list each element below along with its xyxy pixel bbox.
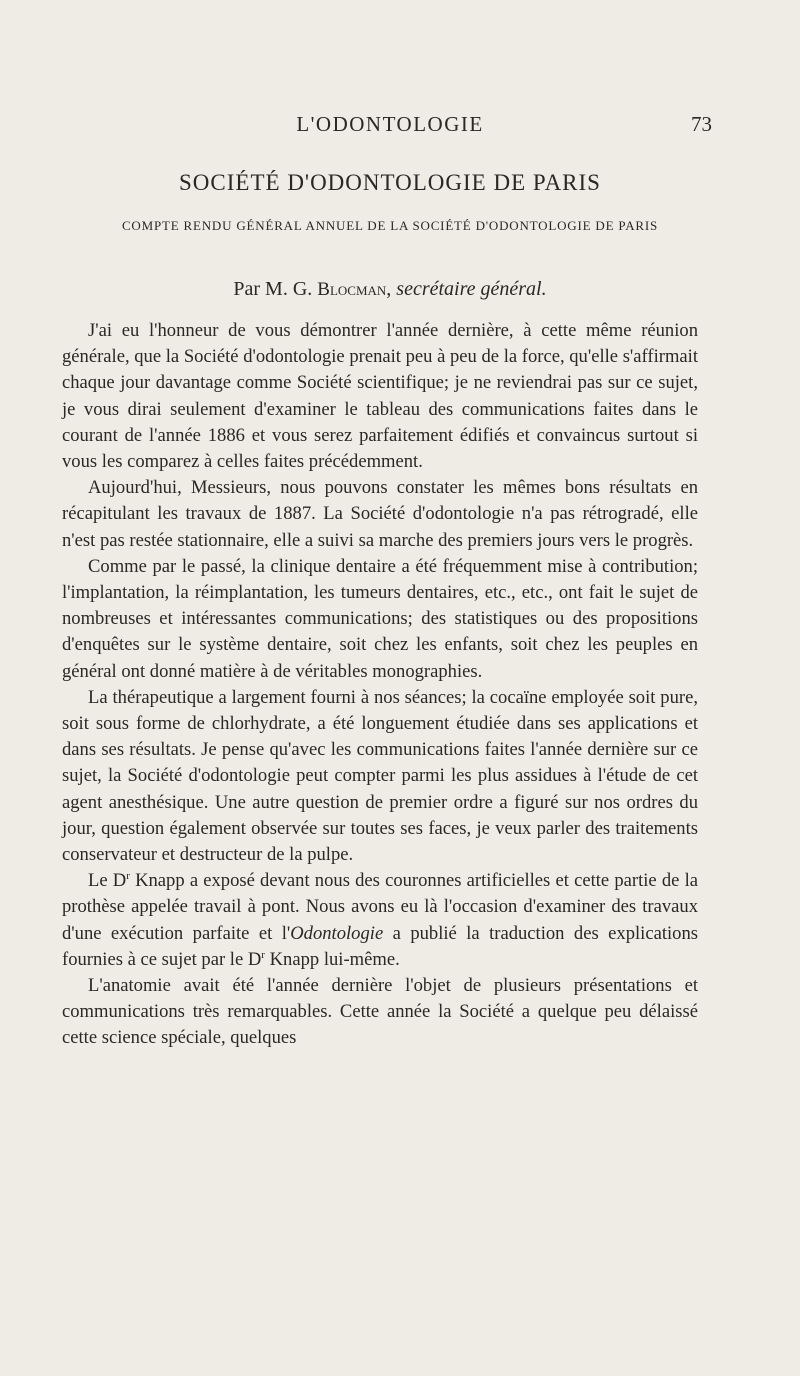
author-prefix: Par M. G. — [233, 278, 313, 300]
article-title: SOCIÉTÉ D'ODONTOLOGIE DE PARIS — [179, 170, 601, 195]
paragraph: L'anatomie avait été l'année dernière l'objet de plusieurs présentations et communications très remarquables. Cette année la Société a quelque peu délaissé cette science spéciale, quelques — [62, 975, 698, 1049]
page-header — [60, 112, 720, 142]
paragraph: Aujourd'hui, Messieurs, nous pouvons constater les mêmes bons résultats en récapitulant les travaux de 1887. La Société d'odontologie n'a pas rétrogradé, elle n'est pas restée stationnaire, elle a suivi sa marche des premiers jours vers le progrès. — [62, 477, 698, 551]
article-subtitle: COMPTE RENDU GÉNÉRAL ANNUEL DE LA SOCIÉTÉ D'ODONTOLOGIE DE PARIS — [121, 218, 659, 233]
superscript: r — [126, 870, 130, 883]
text-run: Knapp a exposé devant nous des couronnes artificielles et cette partie de la prothèse appelée travail à pont. Nous avons eu là l'occasion d'examiner des travaux d'une exécution parfaite et l' — [62, 870, 698, 944]
paragraph — [62, 868, 698, 973]
article-body — [62, 318, 698, 1052]
text-run: a publié la traduction des explications fournies à ce sujet par le D — [62, 922, 698, 970]
text-run: Knapp lui-même. — [264, 948, 400, 970]
paragraph: Comme par le passé, la clinique dentaire a été fréquemment mise à contribution; l'implantation, la réimplantation, les tumeurs dentaires, etc., etc., ont fait le sujet de nombreuses et intéressantes communications; des statistiques ou des propositions d'enquêtes sur le système dentaire, soit chez les enfants, soit chez les peuples en général ont donné matière à de véritables monographies. — [62, 555, 698, 682]
page-number: 73 — [691, 112, 712, 136]
text-run: Le D — [88, 870, 127, 892]
superscript: r — [261, 948, 265, 961]
paragraph: La thérapeutique a largement fourni à nos séances; la cocaïne employée soit pure, soit sous forme de chlorhydrate, a été longuement étudiée dans ses applications et dans ses résultats. Je pense qu'avec les communications faites l'année dernière sur ce sujet, la Société d'odontologie peut compter parmi les plus assidues à l'étude de cet agent anesthésique. Une autre question de premier ordre a figuré sur nos ordres du jour, question également observée sur toutes ses faces, je veux parler des traitements conservateur et destructeur de la pulpe. — [62, 686, 698, 866]
running-title: L'ODONTOLOGIE — [296, 112, 484, 136]
journal-name: Odontologie — [290, 922, 384, 944]
author-role: secrétaire général. — [396, 278, 547, 300]
author-line: Par M. G. Blocman, secrétaire général. — [233, 278, 547, 300]
paragraph: J'ai eu l'honneur de vous démontrer l'année dernière, à cette même réunion générale, que la Société d'odontologie prenait peu à peu de la force, qu'elle s'affirmait chaque jour davantage comme Société scientifique; je ne reviendrai pas sur ce sujet, je vous dirai seulement d'examiner le tableau des communications faites dans le courant de l'année 1886 et vous serez parfaitement édifiés et convaincus surtout si vous les comparez à celles faites précédemment. — [62, 320, 698, 473]
author-name: Blocman — [317, 279, 387, 300]
